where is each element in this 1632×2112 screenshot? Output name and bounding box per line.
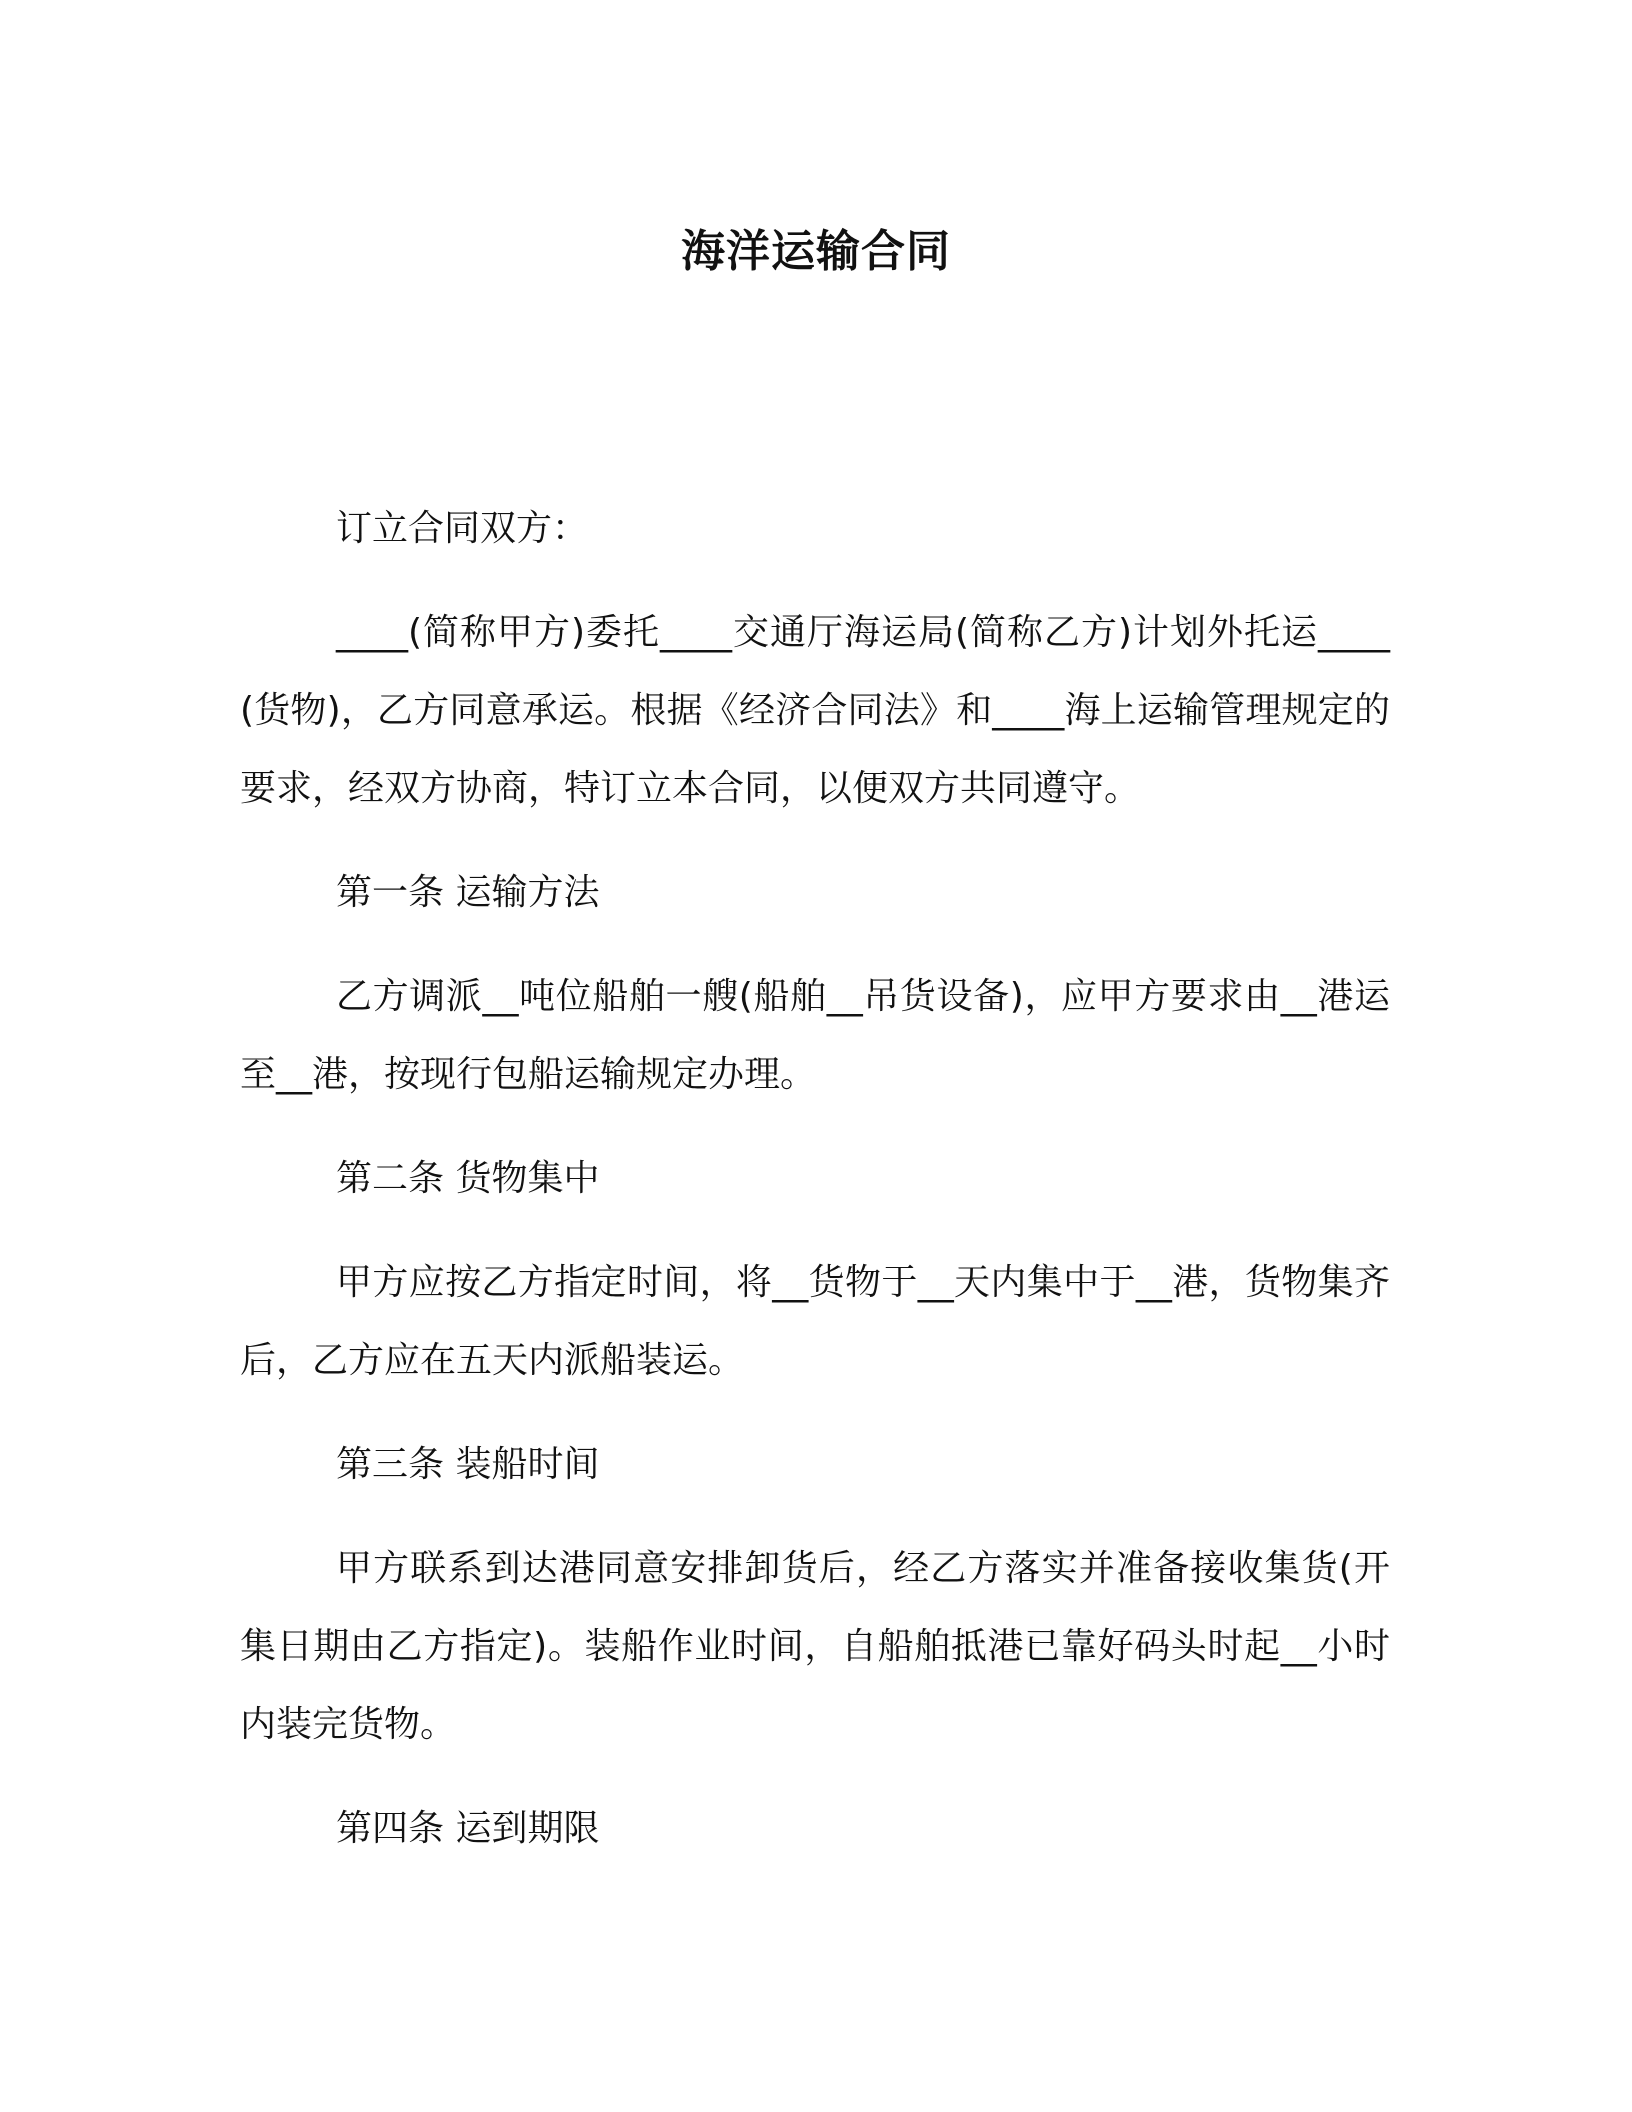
document-title: 海洋运输合同 [681, 226, 951, 277]
article-4-heading: 第四条 运到期限 [336, 1808, 600, 1849]
parties-intro: 订立合同双方： [336, 508, 589, 549]
article-3-heading: 第三条 装船时间 [336, 1444, 600, 1485]
article-2-text: 甲方应按乙方指定时间，将__货物于__天内集中于__港，货物集齐后，乙方应在五天内派船装运。 [240, 1262, 1390, 1381]
document-body [240, 490, 1390, 1894]
article-1-text: 乙方调派__吨位船舶一艘(船舶__吊货设备)，应甲方要求由__港运至__港，按现行包船运输规定办理。 [240, 976, 1390, 1095]
article-3-text: 甲方联系到达港同意安排卸货后，经乙方落实并准备接收集货(开集日期由乙方指定)。装船作业时间，自船舶抵港已靠好码头时起__小时内装完货物。 [240, 1548, 1390, 1745]
article-2-heading: 第二条 货物集中 [336, 1158, 600, 1199]
preamble-paragraph: ____(简称甲方)委托____交通厅海运局(简称乙方)计划外托运____(货物)，乙方同意承运。根据《经济合同法》和____海上运输管理规定的要求，经双方协商，特订立本合同，以便双方共同遵守。 [240, 612, 1390, 809]
article-1-heading: 第一条 运输方法 [336, 872, 600, 913]
